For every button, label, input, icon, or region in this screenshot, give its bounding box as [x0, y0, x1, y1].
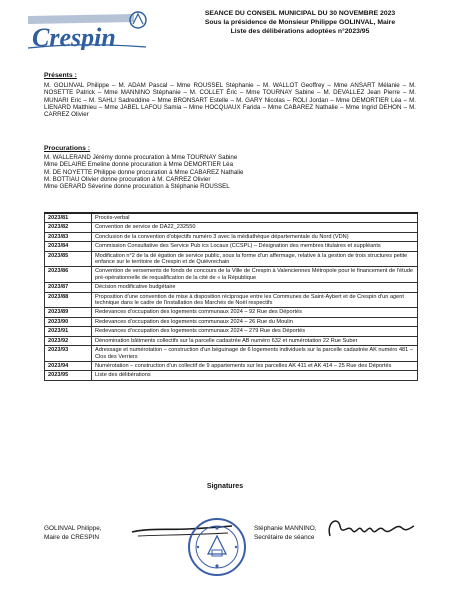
deliberation-title: Proposition d'une convention de mise à disposition réciproque entre les Communes de Saint-Aybert et de Crespin d'un agent technique dans le cadre de l'installation des Marchés de Noël respectifs — [92, 292, 418, 308]
table-row — [45, 292, 418, 308]
secretary-name: Stéphanie MANNINO, — [254, 525, 317, 532]
table-row — [45, 267, 418, 283]
table-row — [45, 308, 418, 317]
procurations-title: Procurations : — [44, 145, 91, 152]
table-row — [45, 346, 418, 362]
crespin-logo — [22, 6, 152, 50]
table-row — [45, 317, 418, 326]
deliberation-number: 2023/87 — [45, 283, 92, 292]
deliberation-title: Procès-verbal — [92, 213, 418, 223]
deliberation-title: Convention de versements de fonds de concours de la Ville de Crespin à Valenciennes Métropole pour le financement de l'étude pré-opérationnelle de requalification de la cité de « la République — [92, 267, 418, 283]
procurations-list — [44, 154, 416, 190]
deliberation-title: Liste des délibérations — [92, 371, 418, 380]
deliberation-number: 2023/86 — [45, 267, 92, 283]
presents-list: M. GOLINVAL Philippe – M. ADAM Pascal – Mme ROUSSEL Stéphanie – M. WALLOT Geoffrey – Mme ANSART Mélanie – M. NOSETTE Patrick – Mme MANNINO Stéphanie – M. COLLET Éric – Mme TOURNAY Sabine – M. DEVALLEZ Jean Pierre – M. MUNARI Eric – M. SAHLI Sadreddine – Mme BRONSART Estelle – M. GARY Nicolas – ROLI Jordan – Mme DEMORTIER Léa – M. LIENARD Matthieu – Mme JABEL LAFOU Samia – Mme HOCQUAUX Farida – Mme CABAREZ Nathalie – Mme Ingrid DEHON – M. CARREZ Olivier — [44, 82, 416, 119]
deliberation-number: 2023/91 — [45, 327, 92, 336]
deliberation-title: Dénomination bâtiments collectifs sur la parcelle cadastrée AB numéro 632 et numérotation 22 Rue Suber — [92, 336, 418, 345]
procuration-item: M. WALLERAND Jérémy donne procuration à Mme TOURNAY Sabine — [44, 154, 238, 161]
logo-text: Crespin — [32, 23, 116, 50]
procuration-item: M. DE NOYETTE Philippe donne procuration à Mme CABAREZ Nathalie — [44, 168, 244, 176]
deliberation-title: Adressage et numérotation – construction d'un béguinage de 6 logements individuels sur la parcelle cadastrée AK numéro 481 – Clos des Verriers — [92, 346, 418, 362]
deliberation-title: Décision modificative budgétaire — [92, 283, 418, 292]
meeting-title: SEANCE DU CONSEIL MUNICIPAL DU 30 NOVEMBRE 2023 — [204, 10, 396, 17]
deliberation-number: 2023/92 — [45, 336, 92, 345]
procuration-item: Mme GERARD Séverine donne procuration à Stéphanie ROUSSEL — [44, 183, 230, 191]
deliberation-number: 2023/84 — [45, 242, 92, 251]
presidency-line: Sous la présidence de Monsieur Philippe GOLINVAL, Maire — [204, 19, 396, 26]
procuration-item: Mme DELAIRE Emeline donne procuration à Mme DEMORTIER Léa — [44, 161, 234, 169]
table-row — [45, 371, 418, 380]
secretary-role: Secrétaire de séance — [254, 534, 315, 541]
table-row — [45, 213, 418, 223]
deliberation-number: 2023/89 — [45, 308, 92, 317]
deliberation-number: 2023/88 — [45, 292, 92, 308]
town-hall-stamp — [186, 514, 248, 580]
mayor-signature-block — [44, 524, 102, 542]
table-row — [45, 242, 418, 251]
mayor-name: GOLINVAL Philippe, — [44, 525, 102, 532]
deliberation-number: 2023/90 — [45, 317, 92, 326]
table-row — [45, 361, 418, 370]
table-row — [45, 283, 418, 292]
list-title: Liste des délibérations adoptées n°2023/95 — [230, 28, 370, 35]
table-row — [45, 223, 418, 232]
deliberation-title: Numérotation – construction d'un collectif de 9 appartements sur les parcelles AK 411 et AK 414 – 25 Rue des Déportés — [92, 361, 418, 370]
deliberation-title: Convention de service de DA22_232550 — [92, 223, 418, 232]
deliberation-title: Redevances d'occupation des logements communaux 2024 – 279 Rue des Déportés — [92, 327, 418, 336]
deliberation-title: Commission Consultative des Service Pub ics Locaux (CCSPL) – Désignation des membres titulaires et suppléants — [92, 242, 418, 251]
deliberation-number: 2023/85 — [45, 251, 92, 267]
secretary-handwritten-signature — [322, 510, 418, 544]
secretary-signature-block — [254, 524, 317, 542]
document-header — [160, 9, 440, 36]
procuration-item: M. BOTTIAU Olivier donne procuration à M. CARREZ Olivier — [44, 175, 211, 183]
deliberation-number: 2023/93 — [45, 346, 92, 362]
deliberation-number: 2023/95 — [45, 371, 92, 380]
table-row — [45, 327, 418, 336]
deliberations-table — [44, 212, 418, 381]
signatures-title: Signatures — [206, 483, 244, 490]
mayor-role: Maire de CRESPIN — [44, 534, 100, 541]
table-row — [45, 232, 418, 241]
deliberation-title: Redevances d'occupation des logements communaux 2024 – 92 Rue des Déportés — [92, 308, 418, 317]
deliberation-number: 2023/83 — [45, 232, 92, 241]
deliberation-title: Modification n°2 de la dé égation de service public, sous la forme d'un affermage, relative à la gestion de trois structures petite enfance sur le territoire de Crespin et de Quiévrechain — [92, 251, 418, 267]
deliberation-number: 2023/94 — [45, 361, 92, 370]
presents-title: Présents : — [44, 72, 77, 79]
deliberation-title: Redevances d'occupation des logements communaux 2024 – 26 Rue du Moulin — [92, 317, 418, 326]
crespin-logo-graphic — [22, 6, 152, 50]
table-row — [45, 336, 418, 345]
table-row — [45, 251, 418, 267]
deliberation-number: 2023/81 — [45, 213, 92, 223]
deliberation-number: 2023/82 — [45, 223, 92, 232]
deliberation-title: Conclusion de la convention d'objectifs numéro 3 avec la médiathèque départementale du Nord (VDN) — [92, 232, 418, 241]
